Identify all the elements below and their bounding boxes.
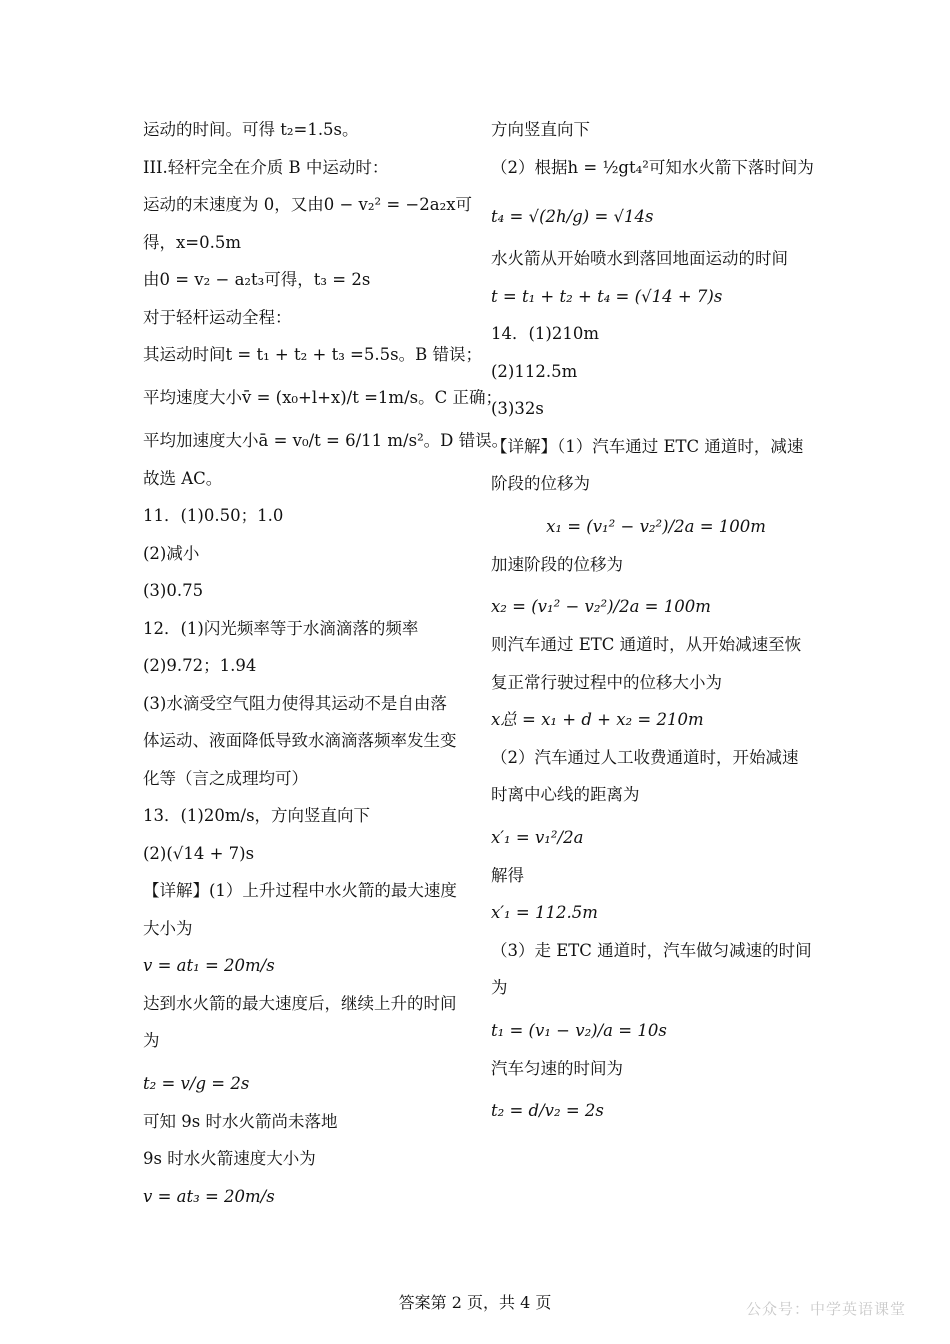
formula: v = at₃ = 20m/s [143, 1186, 275, 1206]
text-line: 汽车匀速的时间为 [491, 1058, 623, 1078]
answer-line: 14．(1)210m [491, 324, 600, 343]
formula: t₁ = (v₁ − v₂)/a = 10s [491, 1020, 667, 1040]
text-line: 平均加速度大小ā = v₀/t = 6/11 m/s²。D 错误。 [143, 430, 509, 450]
text-line: 【详解】（1）汽车通过 ETC 通道时，减速 [491, 436, 804, 456]
text-line: 解得 [491, 865, 524, 885]
text-line: 阶段的位移为 [491, 474, 590, 493]
text-line: 运动的末速度为 0，又由0 − v₂² = −2a₂x可 [143, 195, 473, 214]
answer-line: (3)32s [491, 399, 544, 418]
text-line: 为 [491, 978, 508, 997]
right-column [491, 118, 821, 1137]
answer-line: (3)水滴受空气阻力使得其运动不是自由落 [143, 693, 447, 713]
formula: t₄ = √(2h/g) = √14s [491, 207, 654, 226]
text-line: 复正常行驶过程中的位移大小为 [491, 672, 722, 692]
text-line: （2）根据h = ½gt₄²可知水火箭下落时间为 [491, 157, 814, 177]
text-line: 水火箭从开始喷水到落回地面运动的时间 [491, 249, 788, 268]
text-line: III.轻杆完全在介质 B 中运动时： [143, 157, 389, 177]
answer-line: 12．(1)闪光频率等于水滴滴落的频率 [143, 618, 419, 638]
formula: x₂ = (v₁² − v₂²)/2a = 100m [491, 597, 711, 616]
answer-line: 化等（言之成理均可） [143, 768, 308, 788]
text-line: 为 [143, 1031, 160, 1050]
answer-line: (2)减小 [143, 543, 200, 563]
text-line: 方向竖直向下 [491, 120, 590, 139]
text-line: 得，x=0.5m [143, 232, 242, 252]
formula: x′₁ = v₁²/2a [491, 827, 584, 847]
text-line: （3）走 ETC 通道时，汽车做匀减速的时间 [491, 940, 812, 960]
formula: x′₁ = 112.5m [491, 903, 598, 922]
text-line: 可知 9s 时水火箭尚未落地 [143, 1111, 338, 1131]
formula: t = t₁ + t₂ + t₄ = (√14 + 7)s [491, 286, 723, 306]
answer-line: (2)112.5m [491, 361, 578, 381]
text-line: 其运动时间t = t₁ + t₂ + t₃ =5.5s。B 错误； [143, 345, 482, 364]
answer-line: 11．(1)0.50；1.0 [143, 506, 284, 525]
answer-line: (3)0.75 [143, 581, 204, 600]
formula: x总 = x₁ + d + x₂ = 210m [491, 710, 704, 729]
text-line: 平均速度大小v̄ = (x₀+l+x)/t =1m/s。C 正确； [143, 387, 502, 407]
formula: t₂ = d/v₂ = 2s [491, 1101, 604, 1120]
answer-line: (2)(√14 + 7)s [143, 843, 255, 863]
text-line: 达到水火箭的最大速度后，继续上升的时间 [143, 993, 457, 1013]
page-footer: 答案第 2 页，共 4 页 [398, 1293, 552, 1312]
text-line: （2）汽车通过人工收费通道时，开始减速 [491, 747, 799, 767]
answer-line: 13．(1)20m/s，方向竖直向下 [143, 806, 371, 825]
text-line: 故选 AC。 [143, 468, 223, 488]
text-line: 9s 时水火箭速度大小为 [143, 1149, 316, 1168]
text-line: 对于轻杆运动全程： [143, 307, 292, 327]
text-line: 大小为 [143, 918, 193, 938]
formula: t₂ = v/g = 2s [143, 1073, 250, 1093]
text-line: 时离中心线的距离为 [491, 785, 640, 804]
text-line: 加速阶段的位移为 [491, 554, 623, 574]
watermark: 公众号：中学英语课堂 [745, 1300, 906, 1318]
text-line: 运动的时间。可得 t₂=1.5s。 [143, 120, 359, 139]
formula: x₁ = (v₁² − v₂²)/2a = 100m [546, 516, 766, 536]
answer-line: 体运动、液面降低导致水滴滴落频率发生变 [143, 731, 457, 750]
answer-line: (2)9.72；1.94 [143, 656, 257, 675]
text-line: 由0 = v₂ − a₂t₃可得，t₃ = 2s [143, 270, 371, 289]
text-line: 则汽车通过 ETC 通道时，从开始减速至恢 [491, 635, 802, 654]
formula: v = at₁ = 20m/s [143, 956, 275, 975]
text-line: 【详解】(1）上升过程中水火箭的最大速度 [143, 881, 457, 900]
